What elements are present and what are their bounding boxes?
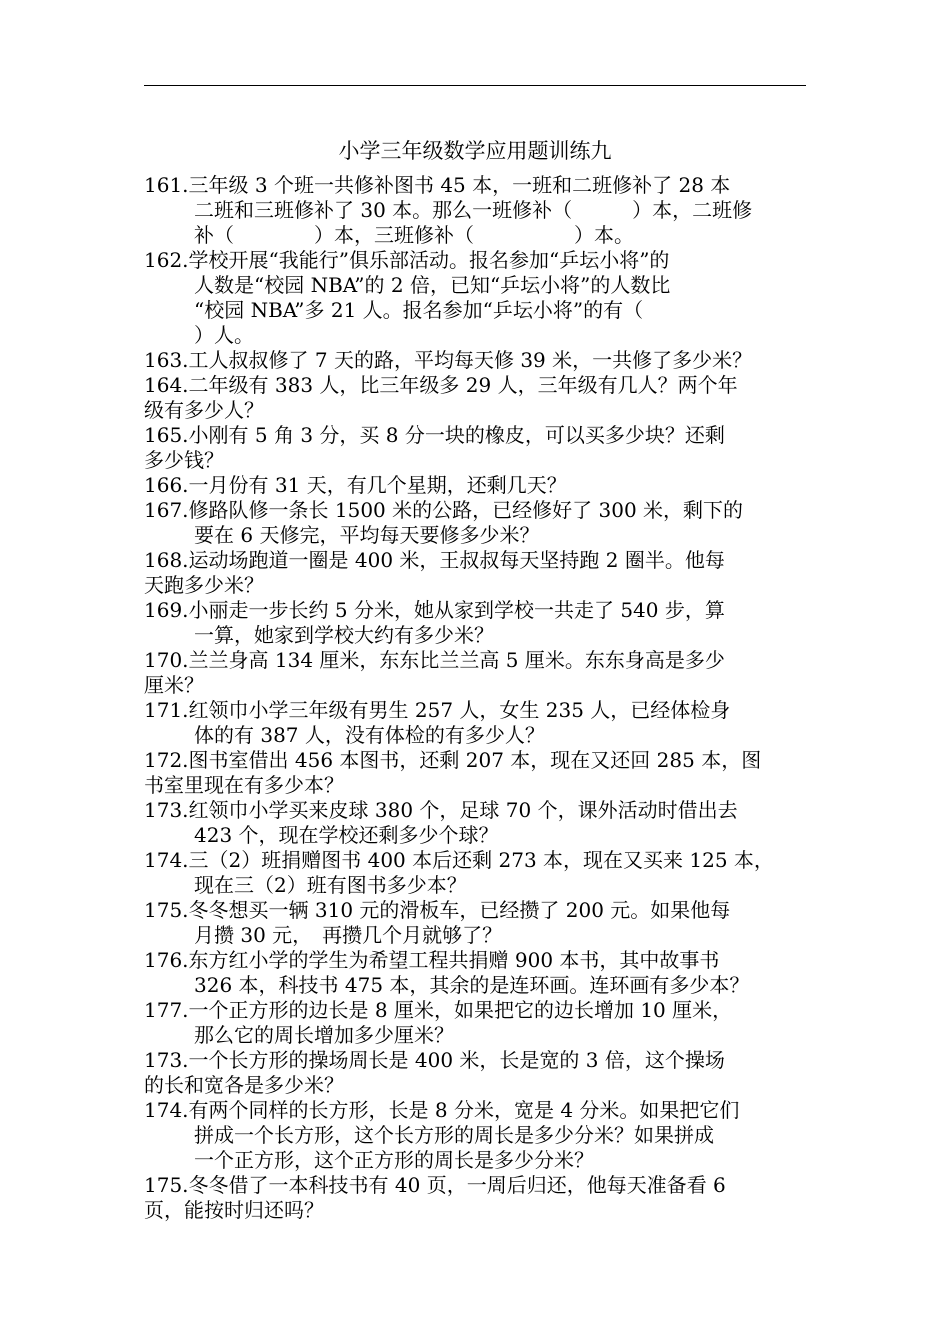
problem-line <box>144 198 808 223</box>
problem-list <box>144 173 808 1223</box>
problem-number: 174. <box>144 848 189 872</box>
problem-number: 174. <box>144 1098 189 1122</box>
problem-first-line <box>144 998 808 1023</box>
problem-line <box>144 323 808 348</box>
problem-text: 一算，她家到学校大约有多少米？ <box>194 623 494 647</box>
problem-number: 172. <box>144 748 189 772</box>
problem-number: 162. <box>144 248 189 272</box>
problem-text: 423 个，现在学校还剩多少个球？ <box>194 823 499 847</box>
problem-item <box>144 498 808 548</box>
problem-item <box>144 898 808 948</box>
problem-text: 有两个同样的长方形，长是 8 分米，宽是 4 分米。如果把它们 <box>188 1098 740 1122</box>
problem-number: 166. <box>144 473 189 497</box>
problem-text: 体的有 387 人，没有体检的有多少人？ <box>194 723 545 747</box>
problem-first-line <box>144 473 808 498</box>
problem-text: 三（2）班捐赠图书 400 本后还剩 273 本，现在又买来 125 本， <box>188 848 774 872</box>
problem-text: 那么它的周长增加多少厘米？ <box>194 1023 454 1047</box>
problem-text: 现在三（2）班有图书多少本？ <box>194 873 467 897</box>
problem-number: 176. <box>144 948 189 972</box>
problem-number: 170. <box>144 648 189 672</box>
problem-number: 175. <box>144 898 189 922</box>
problem-text: 一个正方形，这个正方形的周长是多少分米？ <box>194 1148 594 1172</box>
problem-number: 164. <box>144 373 189 397</box>
problem-first-line <box>144 1098 808 1123</box>
problem-number: 161. <box>144 173 189 197</box>
problem-first-line <box>144 648 808 673</box>
problem-first-line <box>144 173 808 198</box>
problem-text: 人数是“校园 NBA”的 2 倍，已知“乒坛小将”的人数比 <box>194 273 671 297</box>
problem-first-line <box>144 848 808 873</box>
problem-line <box>144 398 808 423</box>
problem-text: 一个正方形的边长是 8 厘米，如果把它的边长增加 10 厘米， <box>188 998 733 1022</box>
problem-item <box>144 748 808 798</box>
problem-line <box>144 448 808 473</box>
problem-item <box>144 948 808 998</box>
problem-text: 红领巾小学三年级有男生 257 人，女生 235 人，已经体检身 <box>188 698 731 722</box>
problem-text: 冬冬想买一辆 310 元的滑板车，已经攒了 200 元。如果他每 <box>188 898 731 922</box>
problem-line <box>144 673 808 698</box>
problem-item <box>144 598 808 648</box>
problem-line <box>144 1023 808 1048</box>
problem-text: 级有多少人？ <box>144 398 264 422</box>
header-rule <box>144 85 806 86</box>
problem-first-line <box>144 423 808 448</box>
problem-line <box>144 298 808 323</box>
problem-line <box>144 923 808 948</box>
problem-number: 167. <box>144 498 189 522</box>
problem-item <box>144 848 808 898</box>
problem-line <box>144 273 808 298</box>
problem-line <box>144 723 808 748</box>
problem-line <box>144 573 808 598</box>
problem-first-line <box>144 598 808 623</box>
problem-item <box>144 248 808 348</box>
problem-text: 兰兰身高 134 厘米，东东比兰兰高 5 厘米。东东身高是多少 <box>188 648 725 672</box>
problem-text: 小刚有 5 角 3 分，买 8 分一块的橡皮，可以买多少块？还剩 <box>188 423 725 447</box>
problem-first-line <box>144 948 808 973</box>
problem-first-line <box>144 373 808 398</box>
problem-first-line <box>144 748 808 773</box>
problem-item <box>144 1173 808 1223</box>
problem-line <box>144 823 808 848</box>
problem-line <box>144 873 808 898</box>
problem-line <box>144 1123 808 1148</box>
problem-line <box>144 223 808 248</box>
problem-text: 多少钱？ <box>144 448 224 472</box>
problem-first-line <box>144 248 808 273</box>
problem-item <box>144 698 808 748</box>
problem-text: 的长和宽各是多少米？ <box>144 1073 344 1097</box>
problem-text: 厘米？ <box>144 673 204 697</box>
problem-text: 运动场跑道一圈是 400 米，王叔叔每天坚持跑 2 圈半。他每 <box>188 548 725 572</box>
problem-item <box>144 798 808 848</box>
problem-item <box>144 348 808 373</box>
problem-text: 一个长方形的操场周长是 400 米，长是宽的 3 倍，这个操场 <box>188 1048 725 1072</box>
page-title: 小学三年级数学应用题训练九 <box>338 139 612 163</box>
problem-text: 小丽走一步长约 5 分米，她从家到学校一共走了 540 步，算 <box>188 598 725 622</box>
problem-first-line <box>144 1048 808 1073</box>
problem-text: 要在 6 天修完，平均每天要修多少米？ <box>194 523 540 547</box>
problem-text: 326 本，科技书 475 本，其余的是连环画。连环画有多少本？ <box>194 973 750 997</box>
problem-text: 学校开展“我能行”俱乐部活动。报名参加“乒坛小将”的 <box>188 248 670 272</box>
problem-number: 168. <box>144 548 189 572</box>
problem-text: 月攒 30 元， 再攒几个月就够了？ <box>194 923 503 947</box>
problem-number: 177. <box>144 998 189 1022</box>
problem-text: “校园 NBA”多 21 人。报名参加“乒坛小将”的有（ <box>194 298 644 322</box>
problem-first-line <box>144 548 808 573</box>
problem-text: 红领巾小学买来皮球 380 个，足球 70 个，课外活动时借出去 <box>188 798 738 822</box>
problem-text: 拼成一个长方形，这个长方形的周长是多少分米？如果拼成 <box>194 1123 714 1147</box>
problem-number: 165. <box>144 423 189 447</box>
problem-text: 天跑多少米？ <box>144 573 264 597</box>
problem-first-line <box>144 698 808 723</box>
problem-item <box>144 173 808 248</box>
problem-item <box>144 473 808 498</box>
problem-item <box>144 998 808 1048</box>
problem-line <box>144 623 808 648</box>
problem-text: 页，能按时归还吗？ <box>144 1198 324 1222</box>
problem-item <box>144 648 808 698</box>
problem-text: 修路队修一条长 1500 米的公路，已经修好了 300 米，剩下的 <box>188 498 744 522</box>
problem-text: 图书室借出 456 本图书，还剩 207 本，现在又还回 285 本，图 <box>188 748 762 772</box>
problem-text: 一月份有 31 天，有几个星期，还剩几天？ <box>188 473 567 497</box>
problem-first-line <box>144 498 808 523</box>
problem-first-line <box>144 348 808 373</box>
problem-text: 三年级 3 个班一共修补图书 45 本，一班和二班修补了 28 本 <box>188 173 731 197</box>
problem-line <box>144 1198 808 1223</box>
problem-first-line <box>144 1173 808 1198</box>
problem-line <box>144 773 808 798</box>
problem-text: 东方红小学的学生为希望工程共捐赠 900 本书，其中故事书 <box>188 948 720 972</box>
problem-text: 二班和三班修补了 30 本。那么一班修补（ ）本，二班修 <box>194 198 753 222</box>
problem-line <box>144 1073 808 1098</box>
problem-number: 163. <box>144 348 189 372</box>
problem-line <box>144 973 808 998</box>
problem-number: 173. <box>144 798 189 822</box>
problem-item <box>144 423 808 473</box>
problem-item <box>144 373 808 423</box>
problem-number: 173. <box>144 1048 189 1072</box>
problem-number: 169. <box>144 598 189 622</box>
problem-text: 补（ ）本，三班修补（ ）本。 <box>194 223 634 247</box>
problem-line <box>144 1148 808 1173</box>
problem-text: 书室里现在有多少本？ <box>144 773 344 797</box>
problem-item <box>144 1098 808 1173</box>
problem-text: 工人叔叔修了 7 天的路，平均每天修 39 米，一共修了多少米？ <box>188 348 753 372</box>
problem-first-line <box>144 798 808 823</box>
problem-number: 175. <box>144 1173 189 1197</box>
problem-number: 171. <box>144 698 189 722</box>
problem-line <box>144 523 808 548</box>
problem-first-line <box>144 898 808 923</box>
problem-item <box>144 548 808 598</box>
problem-text: 冬冬借了一本科技书有 40 页，一周后归还，他每天准备看 6 <box>188 1173 726 1197</box>
problem-text: ）人。 <box>194 323 254 347</box>
problem-text: 二年级有 383 人，比三年级多 29 人，三年级有几人？两个年 <box>188 373 738 397</box>
problem-item <box>144 1048 808 1098</box>
